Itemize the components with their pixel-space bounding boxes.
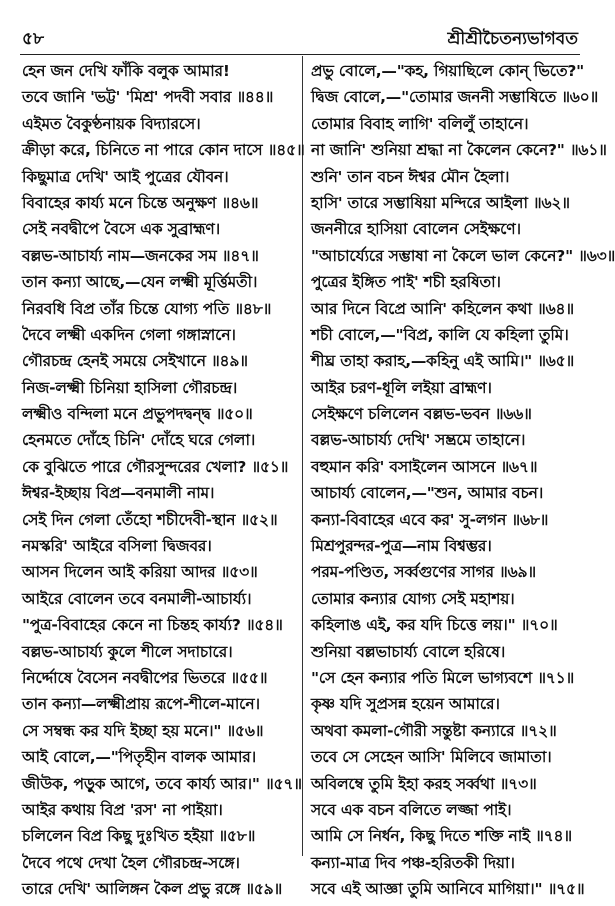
verse-line: তান কন্যা আছে,—যেন লক্ষ্মী মূর্ত্তিমতী।	[22, 273, 258, 292]
right-column	[311, 58, 615, 903]
verse-line: আইর কথায় বিপ্র 'রস' না পাইয়া।	[22, 800, 223, 819]
verse-line: না জানি' শুনিয়া শ্রদ্ধা না কৈলেন কেনে?" ॥৬১॥	[311, 141, 607, 160]
verse-line: সেই দিন গেলা তেঁহো শচীদেবী-স্থান ॥৫২॥	[22, 510, 278, 529]
verse-line: বল্লভ-আচার্য্য নাম—জনকের সম ॥৪৭॥	[22, 246, 259, 265]
verse-line: আমি সে নির্ধন, কিছু দিতে শক্তি নাই ॥৭৪॥	[311, 827, 572, 846]
verse-line: মিশ্রপুরন্দর-পুত্র—নাম বিশ্বম্ভর।	[311, 537, 492, 556]
verse-line: দৈবে লক্ষ্মী একদিন গেলা গঙ্গাস্নানে।	[22, 325, 236, 344]
verse-line: প্রভু বোলে,—"কহ, গিয়াছিলে কোন্ ভিতে?"	[311, 62, 585, 80]
verse-line: আইর চরণ-ধূলি লইয়া ব্রাহ্মণ।	[311, 378, 492, 397]
verse-line: "আচার্য্যেরে সম্ভাষা না কৈলে ভাল কেনে?" ॥৬৩॥	[311, 246, 615, 265]
verse-line: হেন জন দেখি ফাঁকি বলুক আমার!	[22, 62, 230, 80]
verse-line: জননীরে হাসিয়া বোলেন সেইক্ষণে।	[311, 220, 521, 239]
verse-line: জীউক, পড়ুক আগে, তবে কার্য্য আর।" ॥৫৭॥	[22, 774, 302, 793]
column-divider	[302, 56, 303, 856]
verse-line: বহুমান করি' বসাইলেন আসনে ॥৬৭॥	[311, 457, 538, 476]
verse-line: অবিলম্বে তুমি ইহা করহ সর্ব্বথা ॥৭৩॥	[311, 774, 537, 793]
verse-line: কৃষ্ণ যদি সুপ্রসন্ন হয়েন আমারে।	[311, 695, 500, 714]
verse-line: শুনি' তান বচন ঈশ্বর মৌন হৈলা।	[311, 167, 510, 186]
verse-line: নির্দ্দোষে বৈসেন নবদ্বীপের ভিতরে ॥৫৫॥	[22, 668, 268, 687]
verse-line: বল্লভ-আচার্য্য কুলে শীলে সদাচারে।	[22, 642, 233, 661]
verse-line: নমস্করি' আইরে বসিলা দ্বিজবর।	[22, 537, 212, 556]
verse-line: চলিলেন বিপ্র কিছু দুঃখিত হইয়া ॥৫৮॥	[22, 827, 256, 846]
verse-line: গৌরচন্দ্র হেনই সময়ে সেইখানে ॥৪৯॥	[22, 352, 248, 371]
verse-line: সবে এই আজ্ঞা তুমি আনিবে মাগিয়া।" ॥৭৫॥	[311, 880, 585, 899]
verse-line: "পুত্র-বিবাহের কেনে না চিন্তহ কার্য্য? ॥৫৪॥	[22, 616, 283, 635]
verse-line: কন্যা-বিবাহের এবে কর' সু-লগন ॥৬৮॥	[311, 510, 549, 529]
verse-line: তারে দেখি' আলিঙ্গন কৈল প্রভু রঙ্গে ॥৫৯॥	[22, 880, 283, 899]
verse-line: পুত্রের ইঙ্গিত পাই' শচী হরষিতা।	[311, 273, 501, 292]
verse-line: হাসি' তারে সম্ভাষিয়া মন্দিরে আইলা ॥৬২॥	[311, 193, 570, 212]
verse-line: সে সম্বন্ধ কর যদি ইচ্ছা হয় মনে।" ॥৫৬॥	[22, 721, 264, 740]
verse-line: "সে হেন কন্যার পতি মিলে ভাগ্যবশে ॥৭১॥	[311, 668, 575, 687]
page-number: ৫৮	[22, 29, 45, 49]
verse-line: বল্লভ-আচার্য্য দেখি' সম্ভ্রমে তাহানে।	[311, 431, 526, 450]
verse-line: নিজ-লক্ষ্মী চিনিয়া হাসিলা গৌরচন্দ্র।	[22, 378, 238, 397]
verse-line: কন্যা-মাত্র দিব পঞ্চ-হরিতকী দিয়া।	[311, 853, 515, 872]
verse-line: তবে সে সেহেন আসি' মিলিবে জামাতা।	[311, 748, 552, 767]
verse-line: শীঘ্র তাহা করাহ,—কহিনু এই আমি।" ॥৬৫॥	[311, 352, 575, 371]
verse-line: অথবা কমলা-গৌরী সন্তুষ্টা কন্যারে ॥৭২॥	[311, 721, 557, 740]
verse-line: নিরবধি বিপ্র তাঁর চিন্তে যোগ্য পতি ॥৪৮॥	[22, 299, 272, 318]
verse-line: লক্ষ্মীও বন্দিলা মনে প্রভুপদদ্বন্দ্ব ॥৫০॥	[22, 405, 253, 424]
verse-line: পরম-পণ্ডিত, সর্ব্বগুণের সাগর ॥৬৯॥	[311, 563, 536, 582]
verse-line: কে বুঝিতে পারে গৌরসুন্দরের খেলা? ॥৫১॥	[22, 457, 289, 476]
running-title: শ্রীশ্রীচৈতন্যভাগবত	[447, 29, 578, 49]
verse-line: সবে এক বচন বলিতে লজ্জা পাই।	[311, 800, 512, 819]
verse-line: দ্বিজ বোলে,—"তোমার জননী সম্ভাষিতে ॥৬০॥	[311, 88, 599, 107]
header-rule	[20, 54, 580, 55]
verse-line: তোমার বিবাহ লাগি' বলিলুঁ তাহানে।	[311, 114, 529, 133]
verse-line: আইরে বোলেন তবে বনমালী-আচার্য্য।	[22, 589, 252, 608]
verse-line: আচার্য্য বোলেন,—"শুন, আমার বচন।	[311, 484, 544, 503]
verse-line: দৈবে পথে দেখা হৈল গৌরচন্দ্র-সঙ্গে।	[22, 853, 240, 872]
verse-line: শচী বোলে,—"বিপ্র, কালি যে কহিলা তুমি।	[311, 325, 569, 344]
verse-line: সেই নবদ্বীপে বৈসে এক সুব্রাহ্মণ।	[22, 220, 220, 239]
verse-line: এইমত বৈকুণ্ঠনায়ক বিদ্যারসে।	[22, 114, 201, 133]
verse-line: হেনমতে দোঁহে চিনি' দোঁহে ঘরে গেলা।	[22, 431, 256, 450]
page-header	[22, 24, 578, 52]
verse-line: তোমার কন্যার যোগ্য সেই মহাশয়।	[311, 589, 515, 608]
verse-line: সেইক্ষণে চলিলেন বল্লভ-ভবন ॥৬৬॥	[311, 405, 532, 424]
verse-line: তান কন্যা—লক্ষ্মীপ্রায় রূপে-শীলে-মানে।	[22, 695, 260, 714]
verse-line: ক্রীড়া করে, চিনিতে না পারে কোন দাসে ॥৪৫॥	[22, 141, 305, 160]
left-column	[22, 58, 305, 903]
verse-line: আর দিনে বিপ্রে আনি' কহিলেন কথা ॥৬৪॥	[311, 299, 574, 318]
verse-line: বিবাহের কার্য্য মনে চিন্তে অনুক্ষণ ॥৪৬॥	[22, 193, 259, 212]
verse-line: কিছুমাত্র দেখি' আই পুত্রের যৌবন।	[22, 167, 229, 186]
verse-line: শুনিয়া বল্লভাচার্য্য বোলে হরিষে।	[311, 642, 506, 661]
verse-line: ঈশ্বর-ইচ্ছায় বিপ্র—বনমালী নাম।	[22, 484, 215, 503]
verse-line: আই বোলে,—"পিতৃহীন বালক আমার।	[22, 748, 256, 767]
verse-line: তবে জানি 'ভট্ট' 'মিশ্র' পদবী সবার ॥৪৪॥	[22, 88, 274, 107]
verse-line: কহিলাঙ এই, কর যদি চিত্তে লয়।" ॥৭০॥	[311, 616, 558, 635]
verse-line: আসন দিলেন আই করিয়া আদর ॥৫৩॥	[22, 563, 258, 582]
